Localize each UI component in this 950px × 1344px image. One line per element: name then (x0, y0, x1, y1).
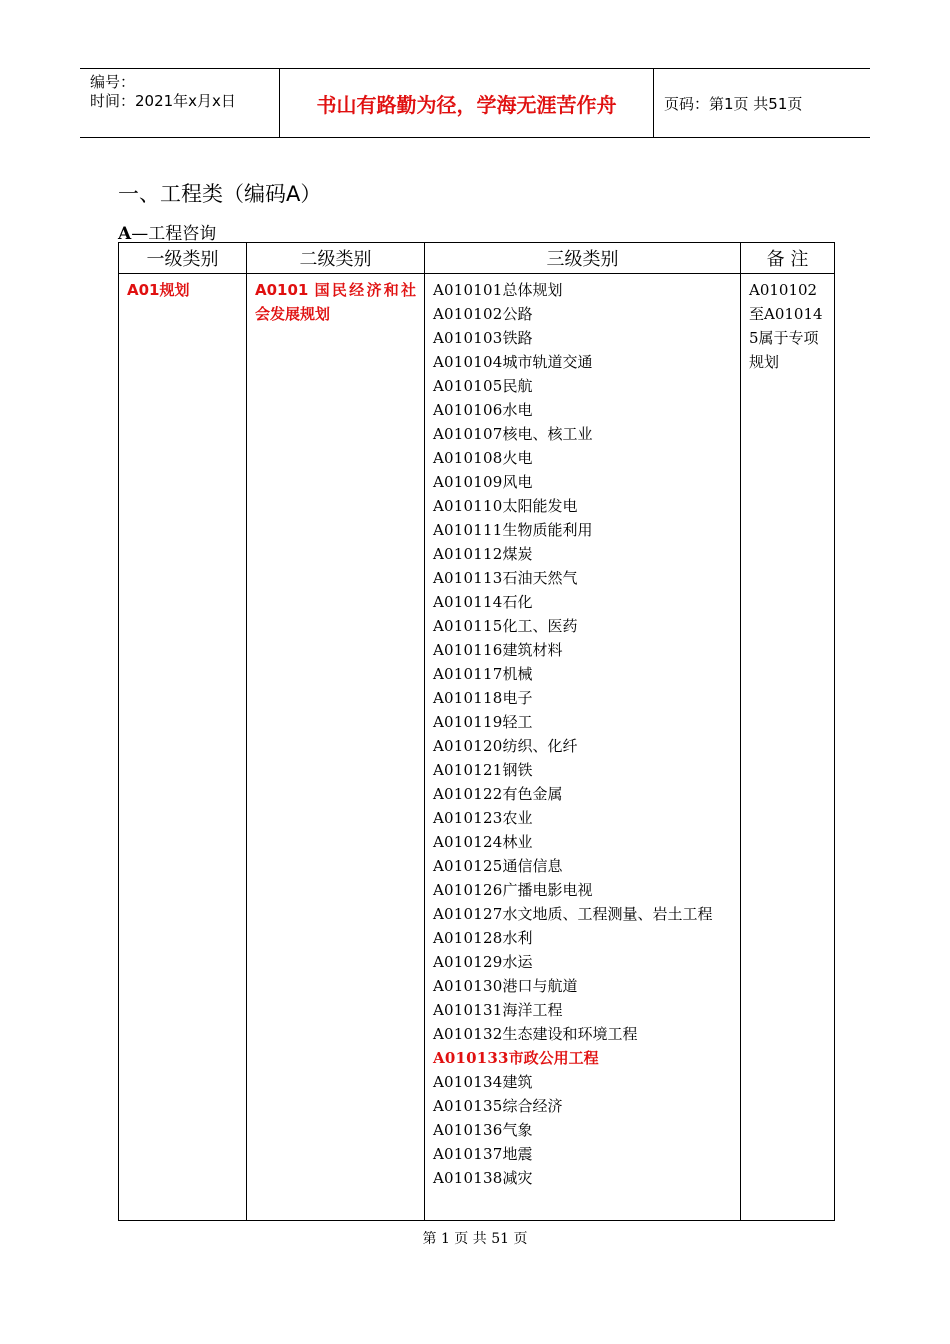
list-item (433, 542, 732, 566)
list-item (433, 614, 732, 638)
item-code: A010106 (433, 401, 503, 419)
note-cell: A010102至A010145属于专项规划 (741, 274, 835, 1221)
item-name: 石油天然气 (502, 569, 578, 587)
item-name: 轻工 (502, 713, 533, 731)
list-item (433, 758, 732, 782)
list-item (433, 350, 732, 374)
item-code: A010137 (433, 1145, 503, 1163)
header-meta (80, 69, 280, 137)
item-name: 太阳能发电 (502, 497, 578, 515)
item-code: A010128 (433, 929, 503, 947)
item-name: 民航 (502, 377, 533, 395)
item-code: A010114 (433, 593, 503, 611)
number-label: 编号： (90, 73, 136, 91)
item-code: A010129 (433, 953, 503, 971)
list-item (433, 686, 732, 710)
item-name: 化工、医药 (502, 617, 578, 635)
item-code: A010131 (433, 1001, 503, 1019)
item-code: A010138 (433, 1169, 503, 1187)
list-item (433, 326, 732, 350)
list-item (433, 590, 732, 614)
item-code: A010108 (433, 449, 503, 467)
category-table (118, 242, 835, 1221)
item-name: 气象 (502, 1121, 533, 1139)
page-footer: 第 1 页 共 51 页 (422, 1231, 528, 1247)
list-item (433, 1142, 732, 1166)
item-name: 生物质能利用 (502, 521, 593, 539)
item-code: A010135 (433, 1097, 503, 1115)
item-code: A010121 (433, 761, 503, 779)
list-item (433, 518, 732, 542)
header-level2: 二级类别 (247, 243, 425, 274)
list-item (433, 830, 732, 854)
list-item (433, 950, 732, 974)
item-code: A010104 (433, 353, 503, 371)
level2-cell (247, 274, 425, 1221)
list-item (433, 662, 732, 686)
item-code: A010110 (433, 497, 503, 515)
item-code: A010122 (433, 785, 503, 803)
list-item (433, 422, 732, 446)
item-name: 电子 (502, 689, 533, 707)
list-item (433, 1070, 732, 1094)
table-header-row (119, 243, 835, 274)
table-row (119, 274, 835, 1221)
item-name: 水运 (502, 953, 533, 971)
item-name: 机械 (502, 665, 533, 683)
header-level3: 三级类别 (425, 243, 741, 274)
sub-title (118, 219, 216, 244)
item-name: 建筑材料 (502, 641, 563, 659)
list-item (433, 782, 732, 806)
item-name: 公路 (502, 305, 533, 323)
item-name: 广播电影电视 (502, 881, 593, 899)
item-name: 水电 (502, 401, 533, 419)
item-name: 煤炭 (502, 545, 533, 563)
item-code: A010134 (433, 1073, 503, 1091)
list-item (433, 398, 732, 422)
item-name: 港口与航道 (502, 977, 578, 995)
item-name: 核电、核工业 (502, 425, 593, 443)
list-item (433, 1094, 732, 1118)
sub-title-code: A (118, 224, 132, 244)
item-name: 建筑 (502, 1073, 533, 1091)
item-code: A010136 (433, 1121, 503, 1139)
item-code: A010123 (433, 809, 503, 827)
item-name: 减灾 (502, 1169, 533, 1187)
list-item (433, 470, 732, 494)
level2-code: A0101 (255, 281, 309, 299)
item-name: 钢铁 (502, 761, 533, 779)
time-label: 时间：2021年x月x日 (90, 92, 236, 110)
list-item (433, 854, 732, 878)
list-item (433, 902, 732, 926)
item-code: A010111 (433, 521, 503, 539)
item-code: A010103 (433, 329, 503, 347)
list-item (433, 1046, 732, 1070)
list-item (433, 806, 732, 830)
item-code: A010109 (433, 473, 503, 491)
header-note: 备 注 (741, 243, 835, 274)
item-code: A010119 (433, 713, 503, 731)
item-name: 火电 (502, 449, 533, 467)
level3-cell (425, 274, 741, 1221)
item-name: 市政公用工程 (508, 1049, 599, 1067)
list-item (433, 566, 732, 590)
list-item (433, 998, 732, 1022)
item-name: 生态建设和环境工程 (502, 1025, 638, 1043)
item-code: A010105 (433, 377, 503, 395)
level1-cell: A01规划 (119, 274, 247, 1221)
item-code: A010118 (433, 689, 503, 707)
list-item (433, 710, 732, 734)
item-code: A010115 (433, 617, 503, 635)
list-item (433, 1118, 732, 1142)
list-item (433, 278, 732, 302)
header-motto: 书山有路勤为径，学海无涯苦作舟 (280, 69, 654, 137)
item-code: A010133 (433, 1049, 509, 1067)
item-name: 铁路 (502, 329, 533, 347)
item-code: A010124 (433, 833, 503, 851)
item-name: 林业 (502, 833, 533, 851)
level2-name: 国民经济和社会发展规划 (255, 281, 416, 323)
item-name: 总体规划 (502, 281, 563, 299)
item-code: A010132 (433, 1025, 503, 1043)
item-code: A010120 (433, 737, 503, 755)
item-name: 通信信息 (502, 857, 563, 875)
sub-title-text: —工程咨询 (131, 224, 217, 244)
item-name: 综合经济 (502, 1097, 563, 1115)
item-name: 纺织、化纤 (502, 737, 578, 755)
item-code: A010113 (433, 569, 503, 587)
item-name: 石化 (502, 593, 533, 611)
list-item (433, 638, 732, 662)
item-code: A010127 (433, 905, 503, 923)
item-code: A010125 (433, 857, 503, 875)
item-name: 农业 (502, 809, 533, 827)
list-item (433, 1022, 732, 1046)
header-level1: 一级类别 (119, 243, 247, 274)
item-code: A010130 (433, 977, 503, 995)
item-name: 有色金属 (502, 785, 563, 803)
item-code: A010117 (433, 665, 503, 683)
list-item (433, 494, 732, 518)
header-page-info: 页码：第1页 共51页 (664, 94, 803, 113)
item-code: A010107 (433, 425, 503, 443)
section-title: 一、工程类（编码A） (118, 182, 322, 206)
item-name: 城市轨道交通 (502, 353, 593, 371)
item-code: A010102 (433, 305, 503, 323)
list-item (433, 926, 732, 950)
list-item (433, 1166, 732, 1190)
item-name: 风电 (502, 473, 533, 491)
item-code: A010101 (433, 281, 503, 299)
list-item (433, 374, 732, 398)
item-name: 地震 (502, 1145, 533, 1163)
list-item (433, 974, 732, 998)
item-code: A010116 (433, 641, 503, 659)
item-name: 水利 (502, 929, 533, 947)
list-item (433, 734, 732, 758)
list-item (433, 878, 732, 902)
item-code: A010126 (433, 881, 503, 899)
page-header (80, 68, 870, 138)
list-item (433, 446, 732, 470)
item-code: A010112 (433, 545, 503, 563)
item-name: 水文地质、工程测量、岩土工程 (502, 905, 713, 923)
item-name: 海洋工程 (502, 1001, 563, 1019)
list-item (433, 302, 732, 326)
